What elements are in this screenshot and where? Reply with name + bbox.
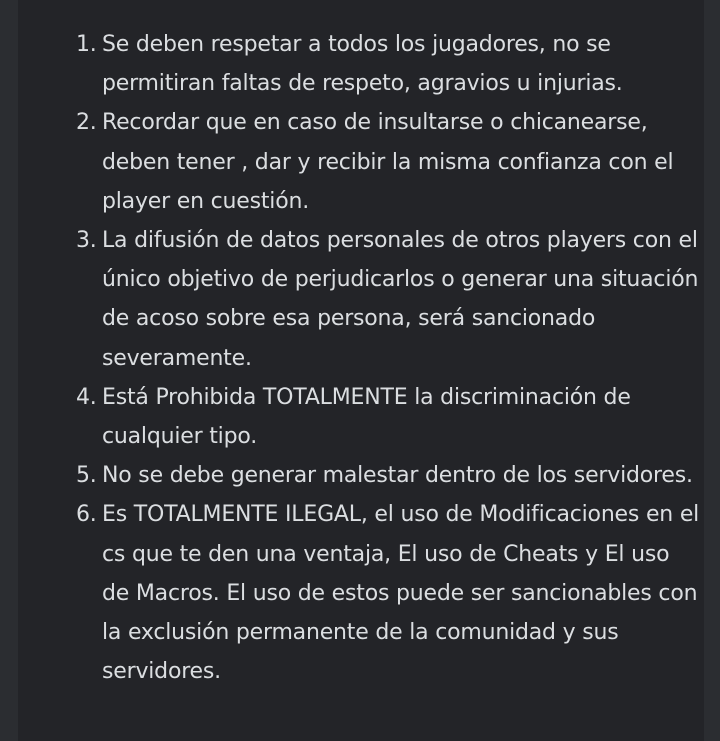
rule-item-5 xyxy=(18,456,704,495)
rules-list xyxy=(18,25,704,691)
rule-number: 2. xyxy=(76,110,97,136)
rule-number: 4. xyxy=(76,384,97,410)
rule-text: Recordar que en caso de insultarse o chicanearse, deben tener , dar y recibir la misma confianza con el player en cuestión. xyxy=(102,110,674,214)
rule-item-4 xyxy=(18,378,704,456)
rule-number: 3. xyxy=(76,228,97,254)
rule-number: 6. xyxy=(76,502,97,528)
rule-number: 5. xyxy=(76,463,97,489)
rule-text: La difusión de datos personales de otros players con el único objetivo de perjudicarlos o generar una situación de acoso sobre esa persona, será sancionado severamente. xyxy=(102,228,699,371)
rule-text: Está Prohibida TOTALMENTE la discriminación de cualquier tipo. xyxy=(102,384,631,450)
rule-item-6 xyxy=(18,495,704,691)
message-content xyxy=(18,0,704,741)
rule-text: No se debe generar malestar dentro de los servidores. xyxy=(102,463,693,489)
rule-number: 1. xyxy=(76,32,97,57)
rule-item-1 xyxy=(18,25,704,103)
rule-item-2 xyxy=(18,103,704,221)
rule-item-3 xyxy=(18,221,704,378)
rule-text: Se deben respetar a todos los jugadores, no se permitiran faltas de respeto, agravios u injurias. xyxy=(102,32,623,97)
rule-text: Es TOTALMENTE ILEGAL, el uso de Modificaciones en el cs que te den una ventaja, El uso de Cheats y El uso de Macros. El uso de estos puede ser sancionables con la exclusión permanente de la comunidad y sus servidores. xyxy=(102,502,700,685)
